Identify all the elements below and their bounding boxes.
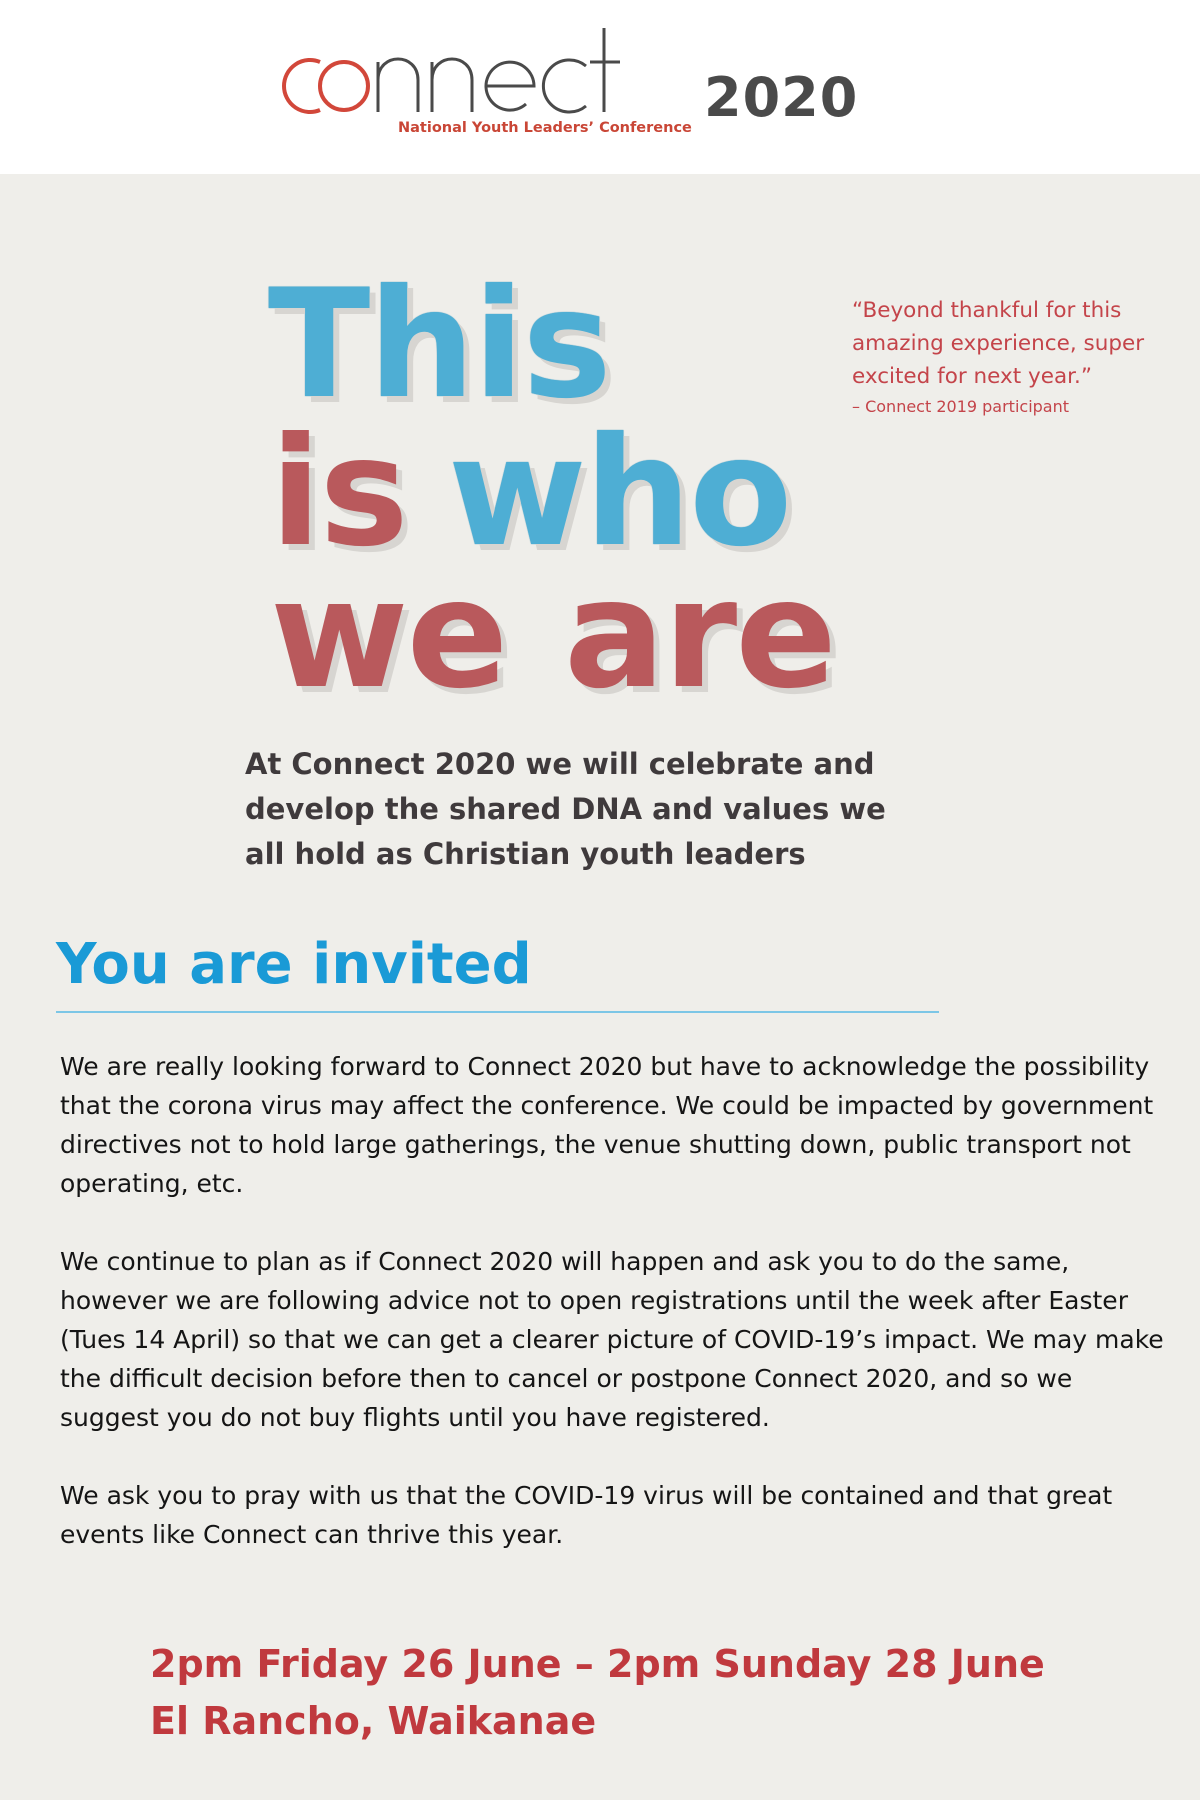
testimonial-quote	[852, 294, 1172, 416]
logo-letter-c1	[284, 60, 320, 112]
hero-line-this: This	[268, 258, 610, 432]
logo-letter-n1	[378, 59, 418, 112]
paragraph: We continue to plan as if Connect 2020 will happen and ask you to do the same, however we are following advice not to open registrations until the week after Easter (Tues 14 April) so that we can get a clearer picture of COVID-19’s impact. We may make the difficult decision before then to cancel or postpone Connect 2020, and so we suggest you do not buy flights until you have registered.	[60, 1247, 1164, 1432]
logo-letter-n2	[432, 59, 472, 112]
hero-headline	[268, 258, 848, 722]
body-text	[60, 1047, 1170, 1593]
event-datetime: 2pm Friday 26 June – 2pm Sunday 28 June	[150, 1642, 1045, 1686]
quote-text: “Beyond thankful for this amazing experience, super excited for next year.”	[852, 298, 1145, 389]
hero-line-are: are	[564, 548, 835, 722]
event-venue: El Rancho, Waikanae	[150, 1699, 597, 1743]
hero-line-who: who	[448, 406, 791, 580]
logo-letter-o	[320, 62, 368, 110]
section-divider	[56, 1011, 939, 1013]
event-details	[150, 1636, 1150, 1750]
section-title: You are invited	[56, 932, 532, 997]
connect-logo	[268, 22, 859, 152]
subheading: At Connect 2020 we will celebrate and develop the shared DNA and values we all hold as Christian youth leaders	[245, 747, 886, 871]
paragraph: We ask you to pray with us that the COVID-19 virus will be contained and that great events like Connect can thrive this year.	[60, 1481, 1113, 1549]
quote-attribution: – Connect 2019 participant	[852, 397, 1070, 416]
header	[0, 0, 1200, 174]
logo-wordmark-graphic	[268, 22, 698, 122]
logo-tagline: National Youth Leaders’ Conference	[398, 120, 692, 136]
logo-letter-t	[590, 28, 620, 112]
paragraph: We are really looking forward to Connect 2020 but have to acknowledge the possibility that the corona virus may affect the conference. We could be impacted by government directives not to hold large gatherings, the venue shutting down, public transport not operating, etc.	[60, 1052, 1154, 1198]
logo-letter-e	[486, 62, 534, 110]
logo-year: 2020	[704, 66, 859, 129]
hero-line-we: we	[270, 548, 507, 722]
logo-letter-c2	[543, 60, 586, 112]
hero-line-is: is	[270, 406, 407, 580]
